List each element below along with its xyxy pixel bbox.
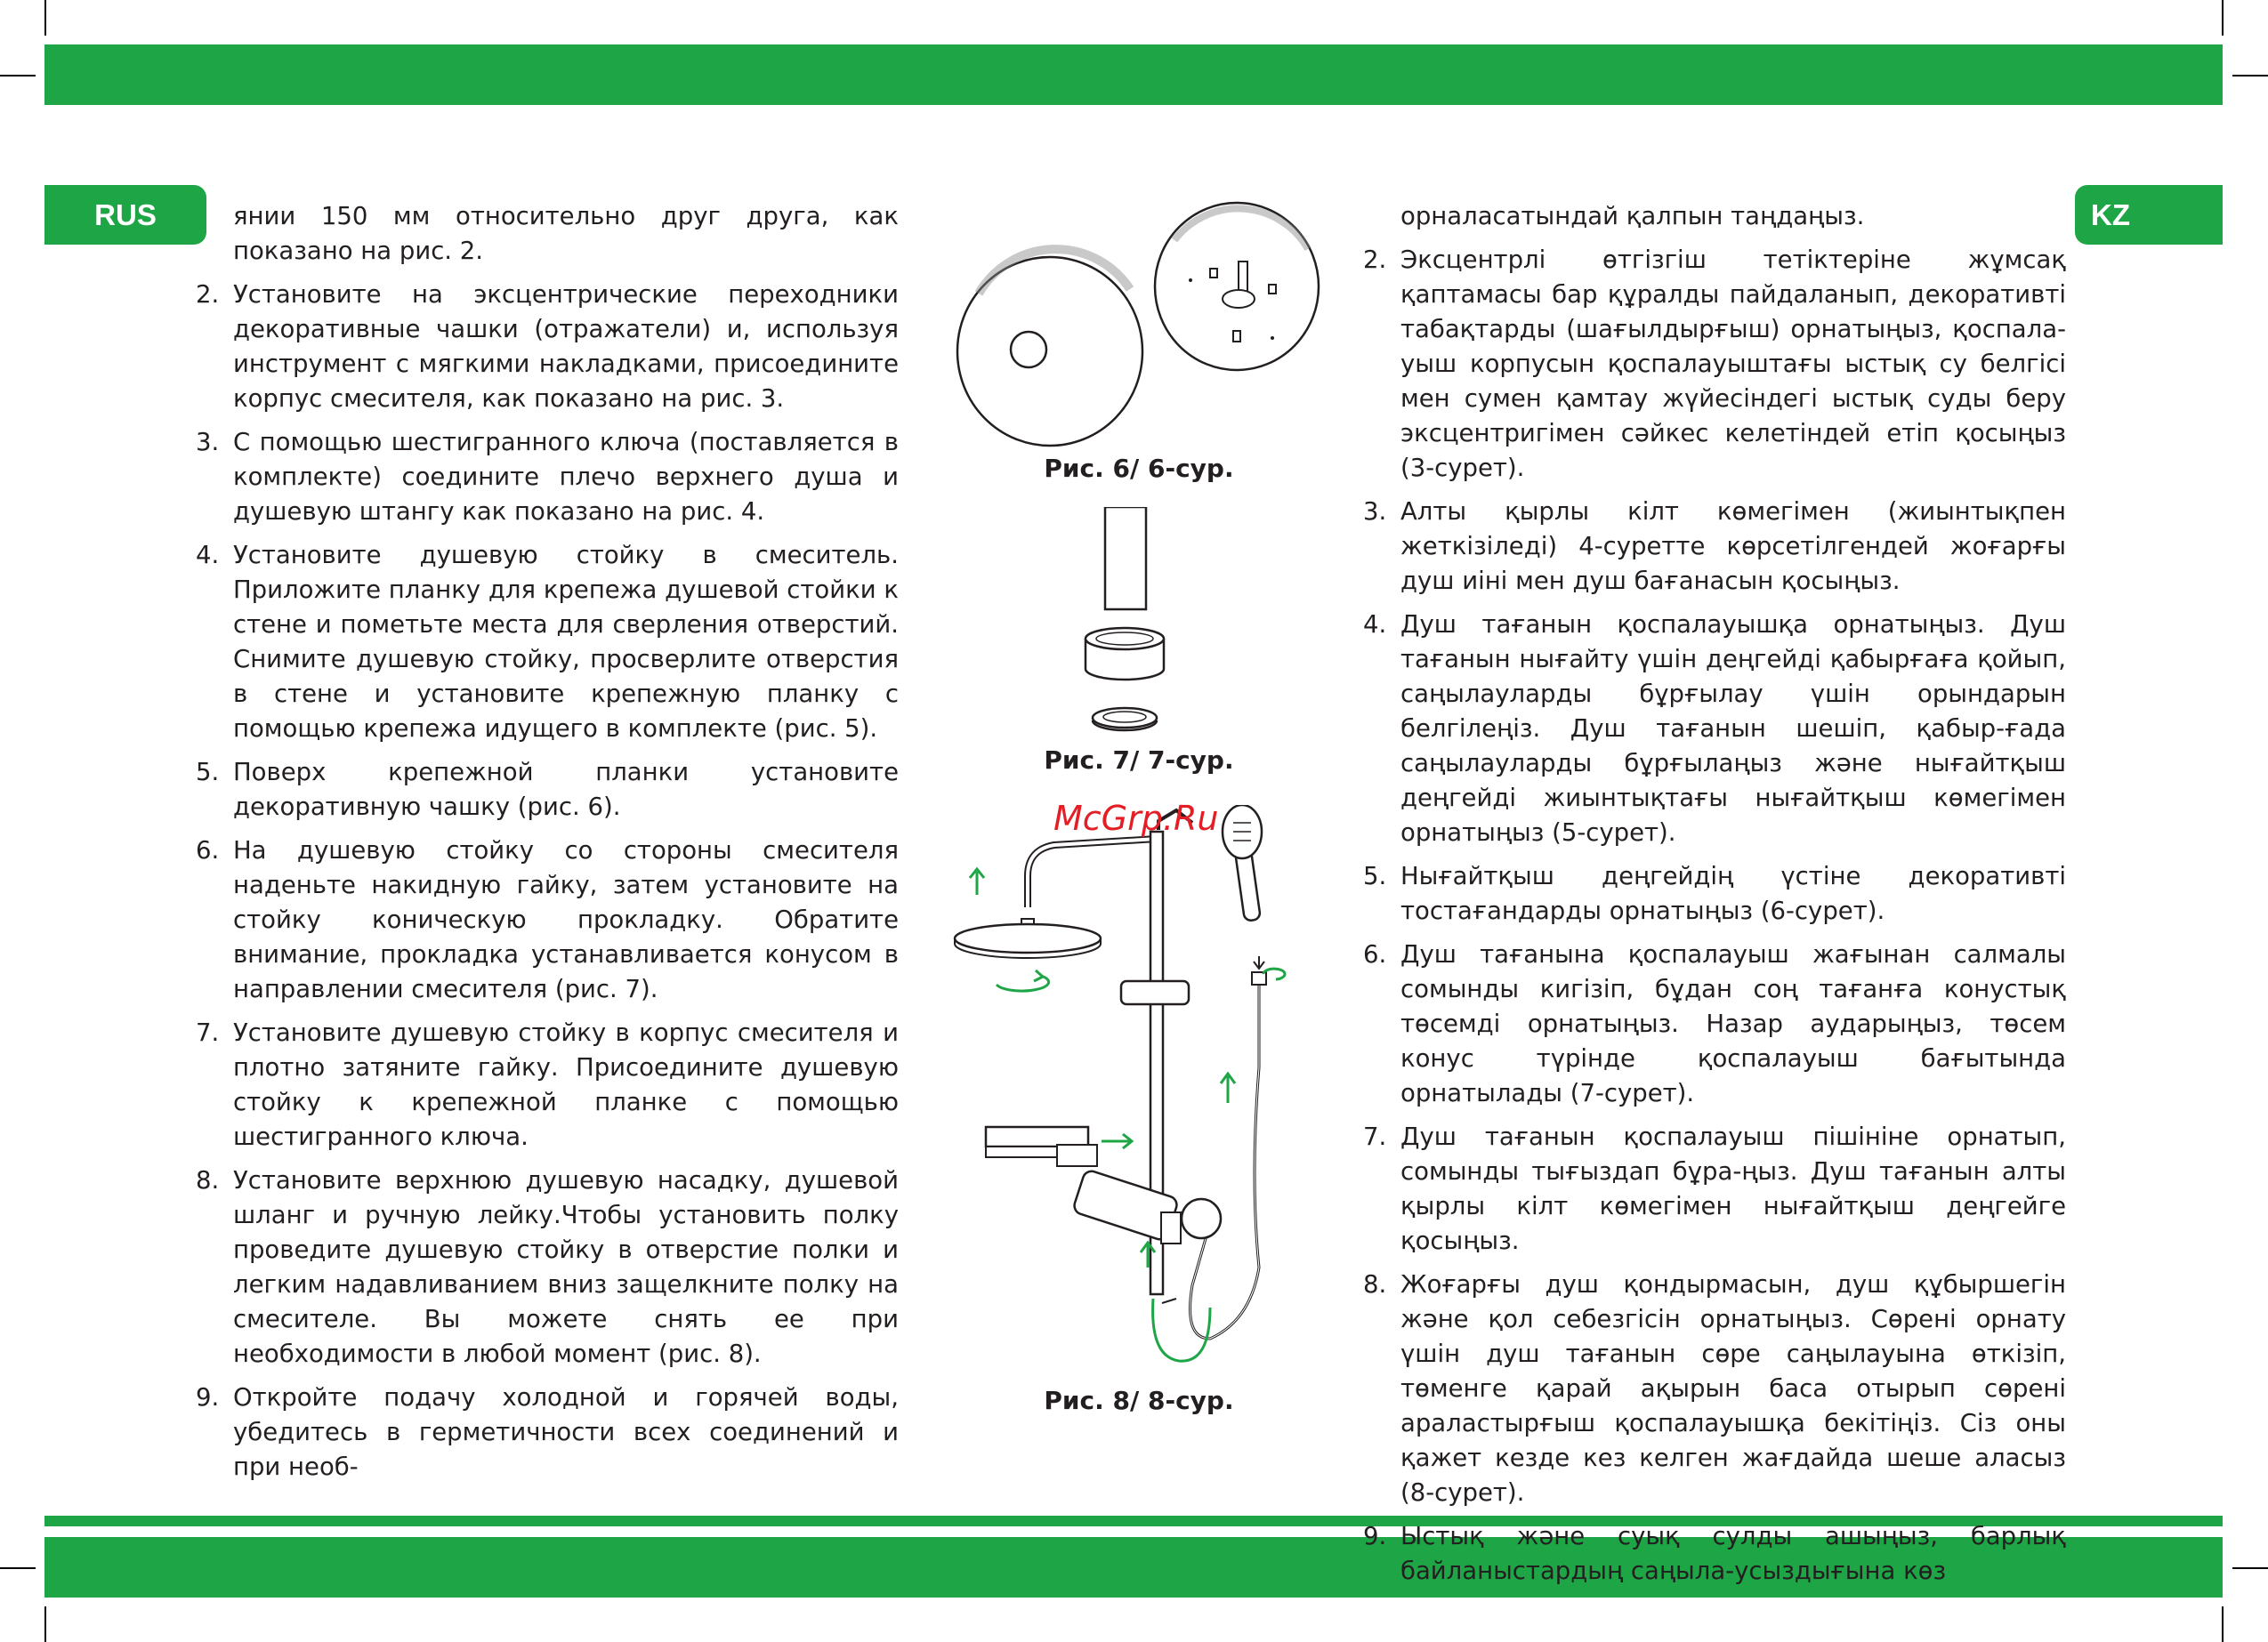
lang-tab-rus	[44, 185, 206, 245]
crop-mark	[2232, 1567, 2268, 1569]
crop-mark	[44, 0, 46, 36]
top-green-band	[44, 44, 2223, 105]
shower-rod	[1105, 507, 1146, 609]
list-item	[196, 833, 899, 1007]
list-item	[1363, 859, 2066, 929]
figure-7-caption: Рис. 7/ 7-сур.	[1044, 745, 1234, 775]
list-item	[1363, 1519, 2066, 1589]
figure-8-illustration	[943, 805, 1326, 1383]
crop-mark	[44, 1606, 46, 1642]
item-number: 3.	[196, 428, 220, 456]
crop-mark	[0, 1567, 36, 1569]
item-text: Жоғарғы душ қондырмасын, душ құбыршегін және қол себезгісін орнатыңыз. Сөрені орнату үшін душ тағанын сөре саңылауына өткізіп, төменге қарай ақырын баса отырып сөрені араластырғыш қоспалауышқа бекітіңіз. Сіз оны қажет кезде кез келген жағдайда шеше аласыз (8-сурет).	[1400, 1270, 2066, 1507]
watermark: McGrp.Ru	[1053, 799, 1219, 838]
item-text: Алты қырлы кілт көмегімен (жиынтықпен жеткізіледі) 4-суретте көрсетілгендей жоғарғы душ иіні мен душ бағанасын қосыңыз.	[1400, 497, 2066, 595]
overhead-shower-head	[955, 924, 1101, 953]
list-item	[196, 538, 899, 746]
item-text: Установите душевую стойку в смеситель. Приложите планку для крепежа душевой стойки к стене и пометьте места для сверления отверстий. Снимите душевую стойку, просверлите отверстия в стене и установите крепежную планку с помощью крепежа идущего в комплекте (рис. 5).	[233, 541, 899, 743]
list-item	[196, 278, 899, 416]
item-number: 9.	[196, 1383, 220, 1412]
item-number: 6.	[1363, 940, 1387, 969]
item-text: Ыстық және суық сулды ашыңыз, барлық байланыстардың саңыла-усыздығына көз	[1400, 1522, 2066, 1585]
item-text: Душ тағанын қоспалауыш пішініне орнатып, сомынды тығыздап бұра-ңыз. Душ тағанын алты қырлы кілт көмегімен нығайтқыш деңгейге қосыңыз.	[1400, 1123, 2066, 1255]
item-number: 4.	[196, 541, 220, 569]
crop-mark	[2222, 0, 2224, 36]
item-number: 9.	[1363, 1522, 1387, 1550]
item-text: Поверх крепежной планки установите декоративную чашку (рис. 6).	[233, 758, 899, 821]
rus-column	[196, 199, 899, 1493]
item-text: Душ тағанын қоспалауышқа орнатыңыз. Душ тағанын нығайту үшін деңгейді қабырғаға қойып, саңылауларды бұрғылау үшін орындарын белгілеңіз. Душ тағанын шешіп, қабыр-ғада саңылауларды бұрғылаңыз және нығайтқыш деңгейді жиынтықтағы нығайтқыш көмегімен орнатыңыз (5-сурет).	[1400, 610, 2066, 847]
item-number: 5.	[1363, 862, 1387, 890]
list-item	[1363, 243, 2066, 486]
item-text: Установите верхнюю душевую насадку, душевой шланг и ручную лейку.Чтобы установить полку проведите душевую стойку в отверстие полки и легким надавливанием вниз защелкните полку на смесителе. Вы можете снять ее при необходимости в любой момент (рис. 8).	[233, 1166, 899, 1368]
item-text: Душ тағанына қоспалауыш жағынан салмалы сомынды кигізіп, бұдан соң тағанға конустық төсемді орнатыңыз. Назар аударыңыз, төсем конус түрінде қоспалауыш бағытында орнатылады (7-сурет).	[1400, 940, 2066, 1107]
figure-7-illustration	[1068, 507, 1183, 747]
list-item	[1363, 608, 2066, 850]
item-number: 8.	[196, 1166, 220, 1195]
item-text: Установите на эксцентрические переходники декоративные чашки (отражатели) и, используя инструмент с мягкими накладками, присоедините корпус смесителя, как показано на рис. 3.	[233, 280, 899, 413]
item-number: 3.	[1363, 497, 1387, 526]
figure-6-illustration	[952, 196, 1326, 454]
list-item	[1363, 938, 2066, 1111]
list-item	[1363, 495, 2066, 599]
kz-intro: орналасатындай қалпын таңдаңыз.	[1400, 202, 1865, 230]
item-number: 4.	[1363, 610, 1387, 639]
item-number: 6.	[196, 836, 220, 865]
list-item	[196, 755, 899, 825]
lang-tab-kz-label: KZ	[2091, 197, 2130, 231]
list-item	[1363, 1120, 2066, 1259]
item-number: 5.	[196, 758, 220, 786]
item-text: Откройте подачу холодной и горячей воды, убедитесь в герметичности всех соединений и при необ-	[233, 1383, 899, 1481]
item-number: 8.	[1363, 1270, 1387, 1299]
list-item	[196, 425, 899, 529]
item-number: 7.	[196, 1018, 220, 1047]
item-text: На душевую стойку со стороны смесителя наденьте накидную гайку, затем установите на стойку коническую прокладку. Обратите внимание, прокладка устанавливается конусом в направлении смесителя (рис. 7).	[233, 836, 899, 1003]
item-text: С помощью шестигранного ключа (поставляется в комплекте) соедините плечо верхнего душа и душевую штангу как показано на рис. 4.	[233, 428, 899, 526]
item-number: 7.	[1363, 1123, 1387, 1151]
crop-mark	[2232, 75, 2268, 76]
rus-intro: янии 150 мм относительно друг друга, как показано на рис. 2.	[233, 202, 899, 265]
item-text: Нығайтқыш деңгейдің үстіне декоративті тостағандарды орнатыңыз (6-сурет).	[1400, 862, 2066, 925]
list-item	[1363, 1268, 2066, 1510]
figure-8-caption: Рис. 8/ 8-сур.	[1044, 1386, 1234, 1415]
item-text: Установите душевую стойку в корпус смесителя и плотно затяните гайку. Присоедините душевую стойку к крепежной планке с помощью шестигранного ключа.	[233, 1018, 899, 1151]
kz-column	[1363, 199, 2066, 1598]
item-text: Эксцентрлі өтгізгіш тетіктеріне жұмсақ қаптамасы бар құралды пайдаланып, декоративті табақтарды (шағылдырғыш) орнатыңыз, қоспала-уыш корпусын қоспалауыштағы ыстық су белгісі мен сумен қамтау жүйесіндегі ыстық суды беру эксцентригімен сәйкес келетіндей етіп қосыңыз (3-сурет).	[1400, 245, 2066, 482]
item-number: 2.	[1363, 245, 1387, 274]
lang-tab-rus-label: RUS	[94, 197, 157, 231]
crop-mark	[0, 75, 36, 76]
crop-mark	[2222, 1606, 2224, 1642]
lang-tab-kz	[2075, 185, 2223, 245]
item-number: 2.	[196, 280, 220, 309]
figure-6-caption: Рис. 6/ 6-сур.	[1044, 454, 1234, 483]
list-item	[196, 1016, 899, 1155]
shelf	[986, 1127, 1088, 1147]
list-item	[196, 1380, 899, 1485]
list-item	[196, 1163, 899, 1372]
